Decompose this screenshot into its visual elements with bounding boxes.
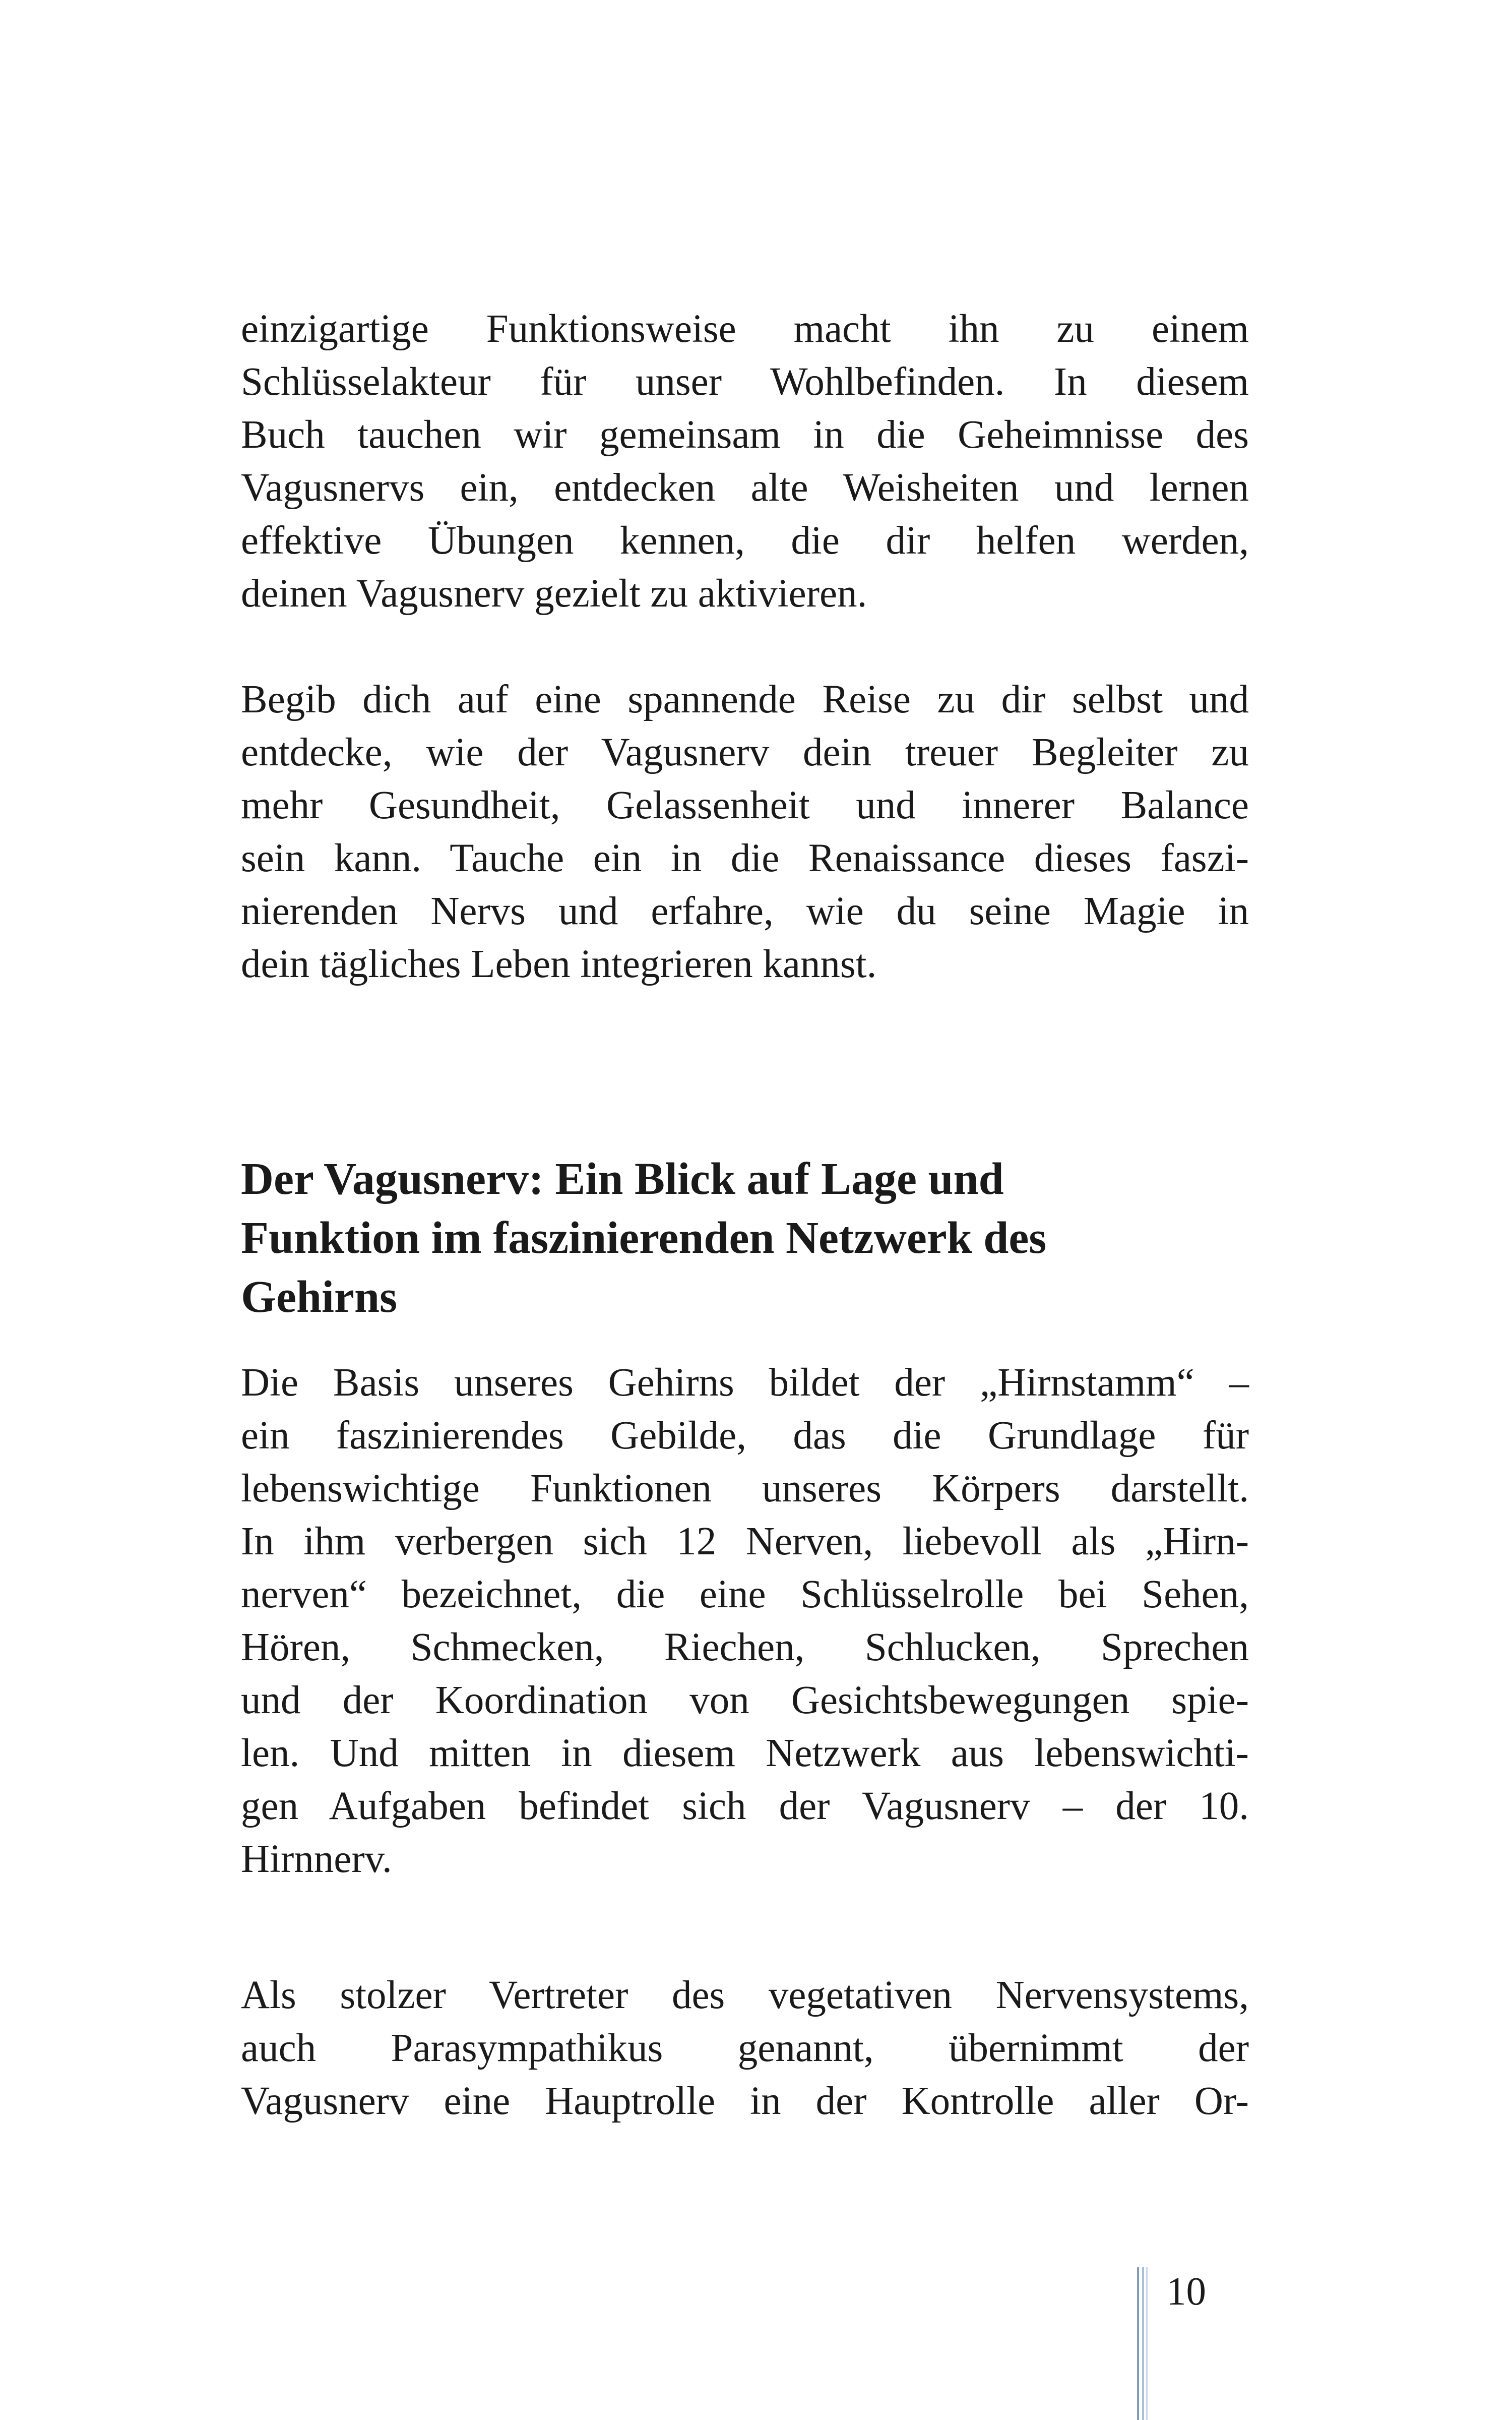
- text-line: ein faszinierendes Gebilde, das die Grundlage für: [241, 1414, 1249, 1458]
- text-line: lebenswichtige Funktionen unseres Körpers darstellt.: [241, 1467, 1249, 1510]
- text-line: sein kann. Tauche ein in die Renaissance dieses faszi-: [241, 836, 1249, 880]
- text-line: Die Basis unseres Gehirns bildet der „Hirnstamm“ –: [241, 1361, 1249, 1405]
- text-line: Vagusnerv eine Hauptrolle in der Kontrolle aller Or-: [241, 2079, 1249, 2123]
- text-line: einzigartige Funktionsweise macht ihn zu einem: [241, 307, 1249, 351]
- text-line: gen Aufgaben befindet sich der Vagusnerv – der 10.: [241, 1784, 1249, 1828]
- paragraph-journey: [241, 673, 1249, 991]
- text-line: len. Und mitten in diesem Netzwerk aus lebenswichti-: [241, 1731, 1249, 1775]
- heading-line: Der Vagusnerv: Ein Blick auf Lage und: [241, 1154, 1004, 1204]
- decorative-rule: [1142, 2267, 1144, 2420]
- text-line: Hirnnerv.: [241, 1837, 392, 1881]
- text-line: dein tägliches Leben integrieren kannst.: [241, 942, 877, 986]
- decorative-rule: [1137, 2267, 1139, 2420]
- text-line: und der Koordination von Gesichtsbewegungen spie-: [241, 1678, 1249, 1722]
- text-line: deinen Vagusnerv gezielt zu aktivieren.: [241, 572, 867, 616]
- text-line: Vagusnervs ein, entdecken alte Weisheiten und lernen: [241, 466, 1249, 510]
- paragraph-brainstem: [241, 1356, 1249, 1886]
- text-line: effektive Übungen kennen, die dir helfen werden,: [241, 519, 1249, 563]
- text-line: auch Parasympathikus genannt, übernimmt der: [241, 2026, 1249, 2070]
- text-line: nerven“ bezeichnet, die eine Schlüsselrolle bei Sehen,: [241, 1572, 1249, 1616]
- heading-line: Gehirns: [241, 1272, 398, 1322]
- heading-line: Funktion im faszinierenden Netzwerk des: [241, 1213, 1047, 1263]
- text-line: Buch tauchen wir gemeinsam in die Geheimnisse des: [241, 413, 1249, 457]
- section-heading: [241, 1150, 1249, 1326]
- text-line: mehr Gesundheit, Gelassenheit und innerer Balance: [241, 783, 1249, 827]
- paragraph-intro-end: [241, 302, 1249, 620]
- text-line: entdecke, wie der Vagusnerv dein treuer Begleiter zu: [241, 731, 1249, 774]
- text-line: Schlüsselakteur für unser Wohlbefinden. In diesem: [241, 360, 1249, 404]
- paragraph-parasympathetic: [241, 1969, 1249, 2128]
- text-line: nierenden Nervs und erfahre, wie du seine Magie in: [241, 889, 1249, 933]
- text-line: In ihm verbergen sich 12 Nerven, liebevoll als „Hirn-: [241, 1520, 1249, 1563]
- page-footer: [1137, 2267, 1206, 2420]
- text-line: Als stolzer Vertreter des vegetativen Nervensystems,: [241, 1973, 1249, 2017]
- page-number: 10: [1166, 2270, 1206, 2314]
- text-line: Begib dich auf eine spannende Reise zu dir selbst und: [241, 678, 1249, 721]
- decorative-rule: [1146, 2267, 1148, 2420]
- text-line: Hören, Schmecken, Riechen, Schlucken, Sprechen: [241, 1625, 1249, 1669]
